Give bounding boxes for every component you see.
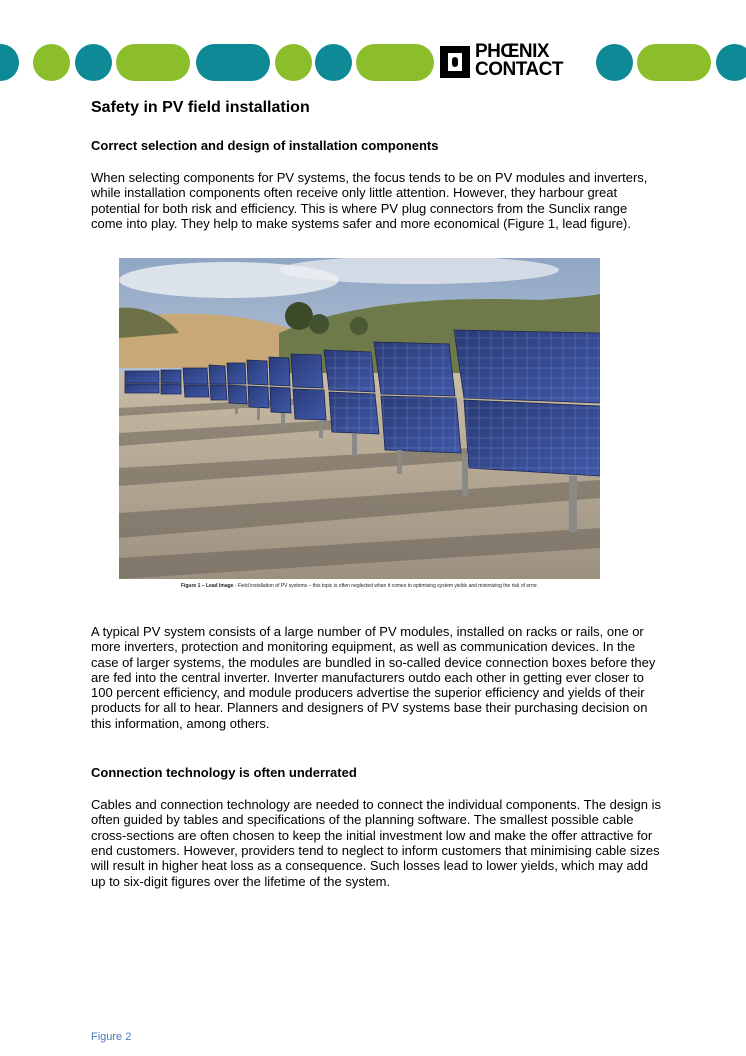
paragraph-typical-system: A typical PV system consists of a large number of PV modules, installed on racks or rails, one or more inverters, protection and monitoring equipment, as well as communication devices. In the case of larger systems, the modules are bundled in so-called device connection boxes before they are fed into the central inverter. Inverter manufacturers outdo each other in getting ever closer to 100 percent efficiency, and module producers advertise the superior efficiency and yields of their products for all to hear. Planners and designers of PV systems base their purchasing decision on this information, among others. — [91, 624, 656, 731]
section-heading-selection: Correct selection and design of installation components — [91, 138, 439, 153]
logo-line2: CONTACT — [475, 59, 563, 80]
banner-green-circle — [33, 44, 70, 81]
banner-teal-circle — [596, 44, 633, 81]
document-body-continued — [91, 624, 661, 889]
section-heading-connection: Connection technology is often underrated — [91, 765, 357, 781]
banner-green-pill — [356, 44, 434, 81]
logo-mark-icon — [440, 46, 470, 78]
figure-1-caption — [119, 583, 600, 589]
banner-teal-half-circle — [0, 44, 19, 81]
banner-teal-circle — [75, 44, 112, 81]
lead-image-pv-field — [119, 258, 600, 579]
logo-line1: PHŒNIX — [475, 41, 550, 62]
banner-teal-half-circle — [716, 44, 746, 81]
paragraph-intro: When selecting components for PV systems, the focus tends to be on PV modules and inverters, while installation components often receive only little attention. However, they harbour great potential for both risk and efficiency. This is where PV plug connectors from the Sunclix range come into play. They help to make systems safer and more economical (Figure 1, lead figure). — [91, 170, 648, 231]
document-title: Safety in PV field installation — [91, 99, 310, 116]
banner-teal-circle — [315, 44, 352, 81]
phoenix-contact-logo — [438, 42, 592, 82]
banner-teal-pill — [196, 44, 270, 81]
document-body — [91, 98, 661, 231]
figure-2-label: Figure 2 — [91, 1031, 132, 1043]
figure-1-caption-label: Figure 1 – Lead Image — [180, 583, 234, 589]
paragraph-connection: Cables and connection technology are needed to connect the individual components. The design is often guided by tables and specifications of the planning software. The smallest possible cable cross-sections are often chosen to keep the initial investment low and make the offer attractive for end customers. However, providers tend to neglect to inform customers that minimising cable sizes will result in higher heat loss as a consequence. Such losses lead to lower yields, which may add up to six-digit figures over the lifetime of the system. — [91, 797, 661, 889]
figure-1-caption-text: - Field installation of PV systems – this topic is often neglected when it comes to optimising system yields and minimizing the risk of error. — [233, 583, 539, 589]
banner-green-pill — [637, 44, 711, 81]
header-banner — [0, 40, 746, 84]
banner-green-pill — [116, 44, 190, 81]
banner-green-circle — [275, 44, 312, 81]
